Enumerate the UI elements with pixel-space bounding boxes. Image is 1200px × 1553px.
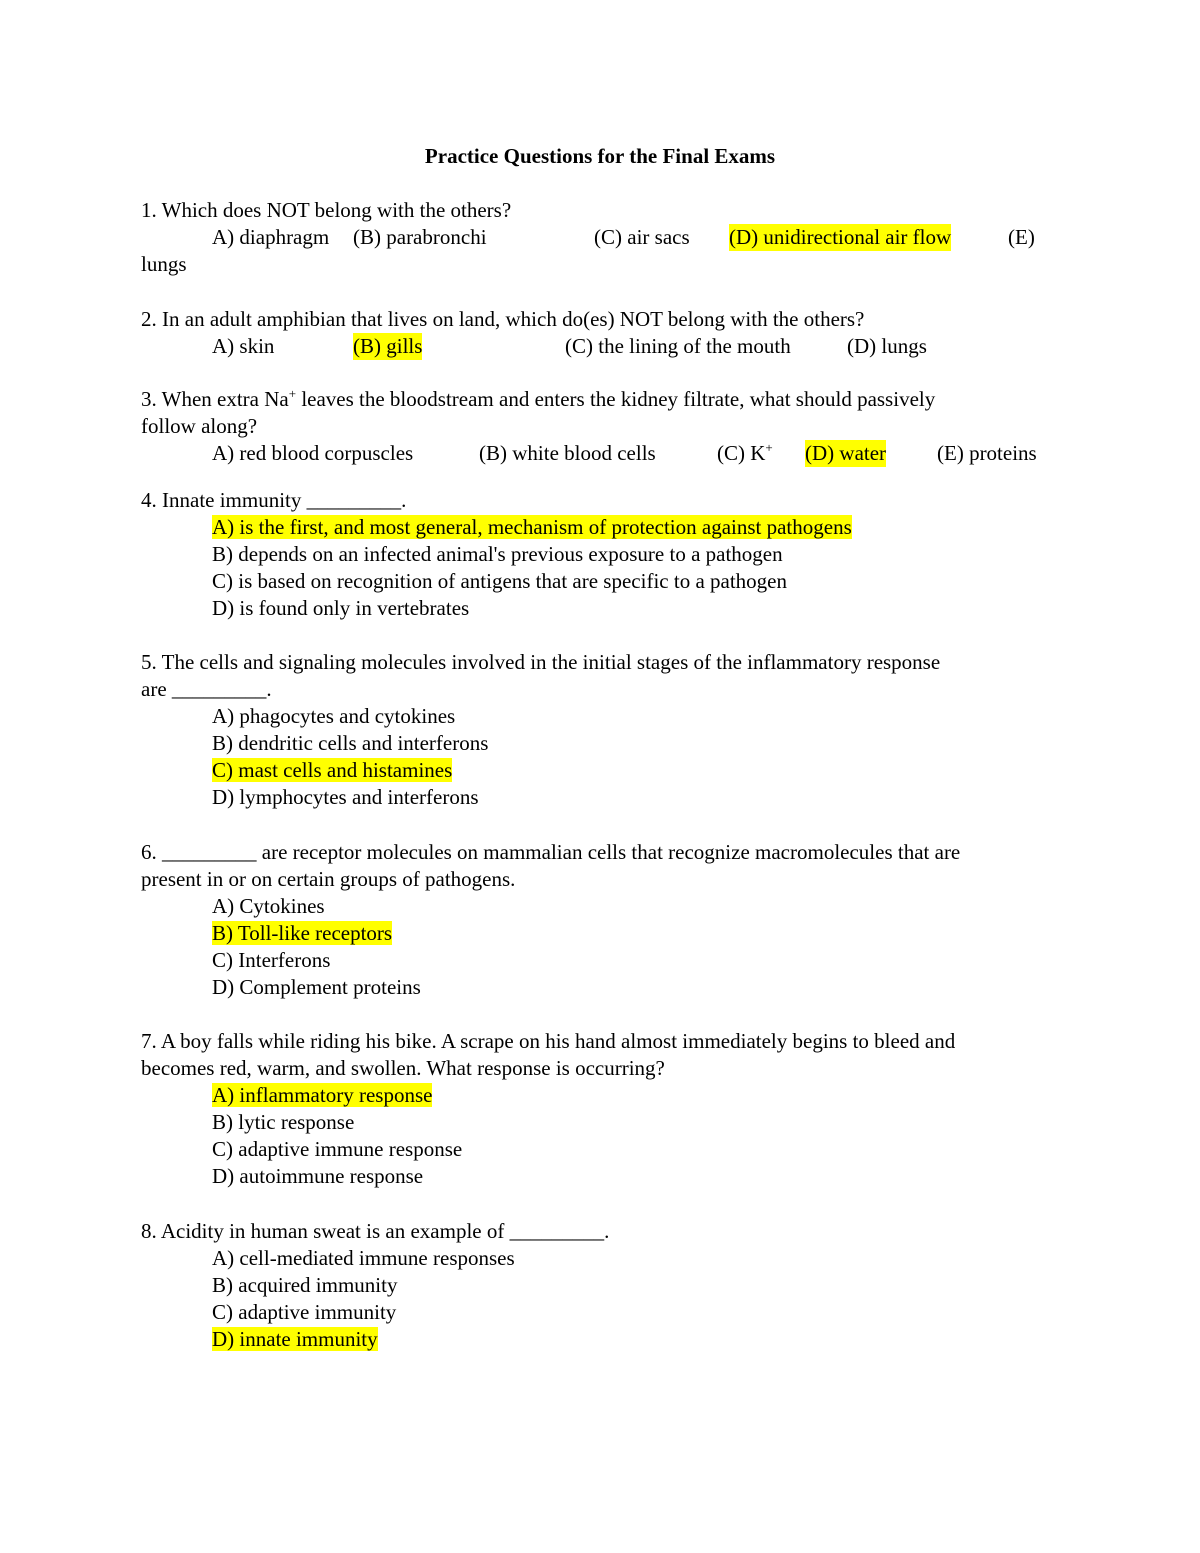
question-8-option-c: C) adaptive immunity [212, 1300, 397, 1324]
question-8-option-a: A) cell-mediated immune responses [212, 1246, 515, 1270]
question-6-option-b-answer: B) Toll-like receptors [212, 921, 393, 945]
question-5-stem-line2: are _________. [141, 677, 272, 701]
question-7-option-a-row [141, 1082, 1061, 1109]
question-7-option-a-answer: A) inflammatory response [212, 1083, 433, 1107]
question-8-stem: 8. Acidity in human sweat is an example of _________. [141, 1219, 610, 1243]
question-2-stem: 2. In an adult amphibian that lives on land, which do(es) NOT belong with the others? [141, 307, 865, 331]
question-3-option-c [717, 440, 773, 467]
question-5-option-c-row [141, 757, 1061, 784]
question-6-stem-line2: present in or on certain groups of pathogens. [141, 867, 516, 891]
question-2-option-a: A) skin [212, 334, 275, 358]
question-7-stem: 7. A boy falls while riding his bike. A scrape on his hand almost immediately begins to bleed and [141, 1029, 956, 1053]
question-7-stem-line2: becomes red, warm, and swollen. What response is occurring? [141, 1056, 665, 1080]
question-8-option-d-row [141, 1326, 1061, 1353]
question-2-options [141, 333, 1061, 360]
question-1-option-e: (E) [1008, 225, 1035, 249]
question-2-option-b-answer: (B) gills [353, 334, 423, 358]
question-8-option-d-answer: D) innate immunity [212, 1327, 378, 1351]
question-3-option-a: A) red blood corpuscles [212, 441, 414, 465]
question-3 [141, 386, 1061, 467]
question-1-option-b: (B) parabronchi [353, 225, 487, 249]
question-4-option-b: B) depends on an infected animal's previous exposure to a pathogen [212, 542, 783, 566]
question-1 [141, 197, 1061, 278]
question-4-option-a-row [141, 514, 1061, 541]
question-8 [141, 1218, 1061, 1353]
question-3-options [141, 440, 1061, 467]
question-4 [141, 487, 1061, 622]
question-5-option-b: B) dendritic cells and interferons [212, 731, 489, 755]
question-4-stem: 4. Innate immunity _________. [141, 488, 407, 512]
question-3-stem-text-rest: leaves the bloodstream and enters the kidney filtrate, what should passively [296, 387, 936, 411]
potassium-superscript: + [765, 440, 773, 455]
question-4-option-a-answer: A) is the first, and most general, mechanism of protection against pathogens [212, 515, 852, 539]
question-1-option-a: A) diaphragm [212, 225, 330, 249]
question-5 [141, 649, 1061, 811]
question-4-option-d: D) is found only in vertebrates [212, 596, 470, 620]
question-5-option-d: D) lymphocytes and interferons [212, 785, 479, 809]
question-1-stem: 1. Which does NOT belong with the others? [141, 198, 512, 222]
question-6 [141, 839, 1061, 1001]
question-2-option-c: (C) the lining of the mouth [565, 334, 791, 358]
question-3-stem [141, 386, 1061, 413]
question-7-option-c: C) adaptive immune response [212, 1137, 463, 1161]
question-2 [141, 306, 1061, 360]
question-5-stem: 5. The cells and signaling molecules involved in the initial stages of the inflammatory response [141, 650, 941, 674]
question-1-option-d-answer: (D) unidirectional air flow [729, 225, 952, 249]
question-3-stem-line2: follow along? [141, 414, 258, 438]
question-1-option-c: (C) air sacs [594, 225, 690, 249]
question-3-stem-text: 3. When extra Na [141, 387, 289, 411]
question-3-option-b: (B) white blood cells [479, 441, 656, 465]
question-6-option-a: A) Cytokines [212, 894, 325, 918]
question-3-option-c-text: (C) K [717, 441, 766, 465]
question-4-option-c: C) is based on recognition of antigens that are specific to a pathogen [212, 569, 787, 593]
question-7-option-d: D) autoimmune response [212, 1164, 424, 1188]
question-6-option-b-row [141, 920, 1061, 947]
question-6-option-c: C) Interferons [212, 948, 331, 972]
sodium-superscript: + [288, 386, 297, 401]
question-2-option-d: (D) lungs [847, 334, 927, 358]
question-5-option-a: A) phagocytes and cytokines [212, 704, 456, 728]
question-7-option-b: B) lytic response [212, 1110, 355, 1134]
question-6-stem: 6. _________ are receptor molecules on mammalian cells that recognize macromolecules that are [141, 840, 961, 864]
question-1-option-e-continued: lungs [141, 252, 187, 276]
question-6-option-d: D) Complement proteins [212, 975, 421, 999]
question-3-option-d-answer: (D) water [805, 441, 887, 465]
question-1-options [141, 224, 1061, 251]
page-title: Practice Questions for the Final Exams [424, 144, 776, 168]
question-5-option-c-answer: C) mast cells and histamines [212, 758, 453, 782]
question-7 [141, 1028, 1061, 1190]
question-8-option-b: B) acquired immunity [212, 1273, 398, 1297]
question-3-option-e: (E) proteins [937, 441, 1037, 465]
